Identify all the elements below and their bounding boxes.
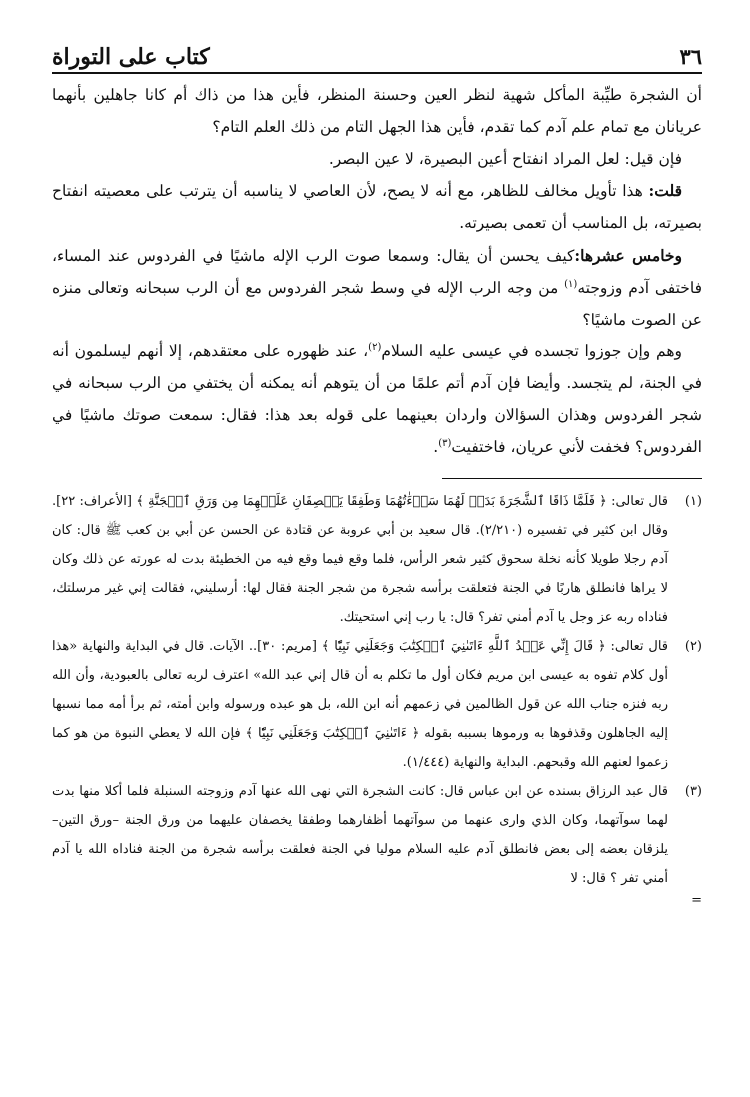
- footnote-number: (٢): [684, 638, 702, 654]
- book-page: [52, 34, 702, 1074]
- paragraph-1: أن الشجرة طيِّبة المأكل شهية لنظر العين وحسنة المنظر، فأين هذا من ذاك أم كانا جاهلين بأنهما عريانان مع تمام علم آدم كما تقدم، فأين هذا الجهل التام من ذلك العلم التام؟: [52, 86, 702, 136]
- footnote-text: قال عبد الرزاق بسنده عن ابن عباس قال: كانت الشجرة التي نهى الله عنها آدم وزوجته السنبلة فلما أكلا منها بدت لهما سوآتهما، وكان الذي وارى عنهما من سوآتهما أظفارهما وطفقا يخصفان عليهما من ورق الجنة –ورق التين– يلزقان بعضه إلى بعض فانطلق آدم عليه السلام موليا في الجنة فعلقت برأسه شجرة من الجنة فناداه الله يا آدم أمني تفر ؟ قال: لا: [52, 783, 668, 886]
- footnote-separator: [442, 478, 702, 479]
- paragraph-5-text-a: وهم وإن جوزوا تجسده في عيسى عليه السلام: [381, 342, 682, 361]
- footnote-ref-3[interactable]: (٣): [438, 437, 452, 449]
- paragraph-4-text-b: من وجه الرب الإله في وسط شجر الفردوس مع أن الرب سبحانه وتعالى منزه عن الصوت ماشيًا؟: [52, 278, 702, 329]
- footnote-ref-1[interactable]: (١): [564, 278, 578, 290]
- paragraph-5-end: .: [433, 437, 439, 456]
- paragraph-3: [52, 175, 702, 240]
- paragraph-5: [52, 336, 702, 463]
- paragraph-4: [52, 240, 702, 336]
- continuation-mark: =: [691, 892, 702, 908]
- paragraph-2: فإن قيل: لعل المراد انفتاح أعين البصيرة، لا عين البصر.: [328, 149, 682, 168]
- footnotes: [52, 487, 702, 909]
- main-text: [52, 80, 702, 464]
- paragraph-3-lead: قلت:: [648, 181, 682, 201]
- page-header: [52, 34, 702, 74]
- book-title: كتاب على التوراة: [52, 44, 210, 70]
- paragraph-4-lead: وخامس عشرها:: [574, 245, 682, 265]
- footnote-text: قال تعالى: ﴿ قَالَ إِنِّي عَبۡدُ ٱللَّهِ ءَاتَىٰنِيَ ٱلۡكِتَٰبَ وَجَعَلَنِي نَبِيّٗا ﴾ [مريم: ٣٠].. الآيات. قال في البداية والنهاية «هذا أول كلام تفوه به عيسى ابن مريم فكان أول ما تكلم به أن قال إني عبد الله» اعترف لربه تعالى بالعبودية، وأن الله ربه فنزه جناب الله عن قول الظالمين في زعمهم أنه ابن الله، بل هو عبده ورسوله وابن أمته، ثم برأ أمه مما نسبها إليه الجاهلون وقذفوها به ورموها بسببه بقوله ﴿ ءَاتَىٰنِيَ ٱلۡكِتَٰبَ وَجَعَلَنِي نَبِيّٗا ﴾ فإن الله لا يعطي النبوة من هو كما زعموا لعنهم الله وقبحهم. البداية والنهاية (١/٤٤٤).: [52, 638, 668, 770]
- paragraph-3-text: هذا تأويل مخالف للظاهر، مع أنه لا يصح، لأن العاصي لا يناسبه أن يترتب على معصيته انفتاح بصيرته، بل المناسب أن تعمى بصيرته.: [52, 182, 702, 233]
- footnote-number: (٣): [684, 783, 702, 799]
- footnote-ref-2[interactable]: (٢): [368, 342, 382, 354]
- footnote-3: [52, 777, 702, 893]
- paragraph-4-text-a: كيف يحسن أن يقال: وسمعا صوت الرب الإله ماشيًا في الفردوس عند المساء، فاختفى آدم وزوجته: [52, 246, 702, 297]
- page-number: ٣٦: [679, 44, 702, 69]
- footnote-number: (١): [684, 493, 702, 509]
- footnote-2: [52, 632, 702, 777]
- footnote-1: [52, 487, 702, 632]
- footnote-text: قال تعالى: ﴿ فَلَمَّا ذَاقَا ٱلشَّجَرَةَ بَدَتۡ لَهُمَا سَوۡءَٰتُهُمَا وَطَفِقَا يَخۡصِفَانِ عَلَيۡهِمَا مِن وَرَقِ ٱلۡجَنَّةِ ﴾ [الأعراف: ٢٢]. وقال ابن كثير في تفسيره (٢/٢١٠). قال سعيد بن أبي عروبة عن قتادة عن الحسن عن أبي بن كعب ﷺ قال: كان آدم رجلا طويلا كأنه نخلة سحوق كثير شعر الرأس، فلما وقع فيما وقع فيه من الخطيئة بدت له عورته عن ذلك وكان لا يراها فانطلق هاربًا في الجنة فتعلقت برأسه شجرة من شجر الجنة فقال لها: أرسليني، فقالت إني غير مرسلتك، فناداه ربه عز وجل يا آدم أمني تفر؟ قال: يا رب إني استحيتك.: [52, 493, 668, 625]
- paragraph-5-text-b: ، عند ظهوره على معتقدهم، إلا أنهم ليسلمون أنه في الجنة، لم يتجسد. وأيضا فإن آدم أتم علمًا من أن يتوهم أنه يمكنه أن يختفي من الرب سبحانه في شجر الفردوس وهذان السؤالان واردان بعينهما على قوله بعد هذا: فقال: سمعت صوتك ماشيًا في الفردوس؟ فخفت لأني عريان، فاختفيت: [52, 342, 702, 456]
